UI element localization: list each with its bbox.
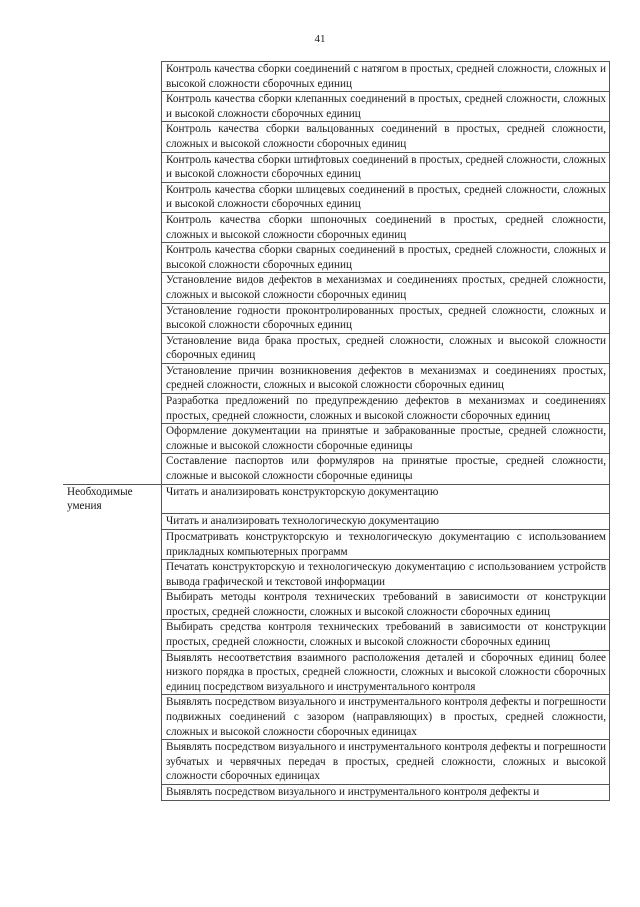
knowledge-item-text: Контроль качества сборки сварных соединений в простых, средней сложности, сложных и высокой сложности сборочных единиц — [162, 243, 610, 273]
knowledge-row — [63, 363, 610, 393]
knowledge-row — [63, 152, 610, 182]
knowledge-row — [63, 454, 610, 484]
row-label-cell — [63, 212, 162, 242]
row-label-cell — [63, 273, 162, 303]
row-label-cell — [63, 333, 162, 363]
skill-item-text: Выявлять несоответствия взаимного расположения деталей и сборочных единиц более низкого порядка в простых, средней сложности, сложных и высокой сложности сборочных единиц посредством визуального и инструментального контроля — [162, 650, 610, 695]
skill-item-text: Выявлять посредством визуального и инструментального контроля дефекты и погрешности подвижных соединений с зазором (направляющих) в простых, средней сложности, сложных и высокой сложности сборочных единицах — [162, 695, 610, 740]
skill-item-text: Выбирать средства контроля технических требований в зависимости от конструкции простых, средней сложности, сложных и высокой сложности сборочных единиц — [162, 620, 610, 650]
knowledge-item-text: Оформление документации на принятые и забракованные простые, средней сложности, сложные и высокой сложности сборочные единицы — [162, 424, 610, 454]
knowledge-item-text: Контроль качества сборки соединений с натягом в простых, средней сложности, сложных и высокой сложности сборочных единиц — [162, 62, 610, 92]
knowledge-row — [63, 303, 610, 333]
knowledge-item-text: Установление вида брака простых, средней сложности, сложных и высокой сложности сборочных единиц — [162, 333, 610, 363]
row-label-cell — [63, 182, 162, 212]
skill-row — [63, 529, 610, 559]
knowledge-item-text: Контроль качества сборки шлицевых соединений в простых, средней сложности, сложных и высокой сложности сборочных единиц — [162, 182, 610, 212]
table-body — [63, 62, 610, 801]
knowledge-row — [63, 333, 610, 363]
knowledge-row — [63, 212, 610, 242]
knowledge-item-text: Контроль качества сборки клепанных соединений в простых, средней сложности, сложных и высокой сложности сборочных единиц — [162, 92, 610, 122]
skill-row — [63, 590, 610, 620]
row-label-cell — [63, 695, 162, 740]
skill-item-text: Печатать конструкторскую и технологическую документацию с использованием устройств вывода графической и текстовой информации — [162, 560, 610, 590]
skill-item-text: Читать и анализировать конструкторскую документацию — [162, 484, 610, 514]
knowledge-row — [63, 243, 610, 273]
row-label-cell — [63, 363, 162, 393]
row-label-cell — [63, 529, 162, 559]
knowledge-item-text: Установление причин возникновения дефектов в механизмах и соединениях простых, средней сложности, сложных и высокой сложности сборочных единиц — [162, 363, 610, 393]
knowledge-row — [63, 182, 610, 212]
row-label-cell — [63, 620, 162, 650]
knowledge-item-text: Контроль качества сборки вальцованных соединений в простых, средней сложности, сложных и высокой сложности сборочных единиц — [162, 122, 610, 152]
knowledge-item-text: Установление годности проконтролированных простых, средней сложности, сложных и высокой сложности сборочных единиц — [162, 303, 610, 333]
row-label-cell — [63, 394, 162, 424]
skill-row — [63, 514, 610, 530]
skill-row — [63, 620, 610, 650]
knowledge-row — [63, 273, 610, 303]
competency-table — [63, 61, 610, 801]
skill-row — [63, 695, 610, 740]
knowledge-item-text: Контроль качества сборки штифтовых соединений в простых, средней сложности, сложных и высокой сложности сборочных единиц — [162, 152, 610, 182]
row-label-cell — [63, 424, 162, 454]
skill-row — [63, 785, 610, 801]
skill-row — [63, 740, 610, 785]
page-number: 41 — [314, 33, 326, 45]
row-label-cell — [63, 243, 162, 273]
skills-section-label: Необходимые умения — [63, 484, 162, 514]
row-label-cell — [63, 740, 162, 785]
knowledge-row — [63, 424, 610, 454]
skill-item-text: Читать и анализировать технологическую документацию — [162, 514, 610, 530]
row-label-cell — [63, 152, 162, 182]
row-label-cell — [63, 560, 162, 590]
knowledge-row — [63, 394, 610, 424]
skill-item-text: Просматривать конструкторскую и технологическую документацию с использованием прикладных компьютерных программ — [162, 529, 610, 559]
row-label-cell — [63, 514, 162, 530]
knowledge-row — [63, 122, 610, 152]
row-label-cell — [63, 590, 162, 620]
row-label-cell — [63, 785, 162, 801]
row-label-cell — [63, 303, 162, 333]
skill-item-text: Выявлять посредством визуального и инструментального контроля дефекты и погрешности зубчатых и червячных передач в простых, средней сложности, сложных и высокой сложности сборочных единицах — [162, 740, 610, 785]
row-label-cell — [63, 650, 162, 695]
knowledge-row — [63, 62, 610, 92]
knowledge-item-text: Установление видов дефектов в механизмах и соединениях простых, средней сложности, сложных и высокой сложности сборочных единиц — [162, 273, 610, 303]
knowledge-item-text: Контроль качества сборки шпоночных соединений в простых, средней сложности, сложных и высокой сложности сборочных единиц — [162, 212, 610, 242]
knowledge-row — [63, 92, 610, 122]
row-label-cell — [63, 122, 162, 152]
skill-row — [63, 484, 610, 514]
skill-row — [63, 560, 610, 590]
row-label-cell — [63, 92, 162, 122]
skill-item-text: Выбирать методы контроля технических требований в зависимости от конструкции простых, средней сложности, сложных и высокой сложности сборочных единиц — [162, 590, 610, 620]
knowledge-item-text: Составление паспортов или формуляров на принятые простые, средней сложности, сложные и высокой сложности сборочные единицы — [162, 454, 610, 484]
row-label-cell — [63, 454, 162, 484]
skill-item-text: Выявлять посредством визуального и инструментального контроля дефекты и — [162, 785, 610, 801]
knowledge-item-text: Разработка предложений по предупреждению дефектов в механизмах и соединениях простых, средней сложности, сложных и высокой сложности сборочных единиц — [162, 394, 610, 424]
row-label-cell — [63, 62, 162, 92]
skill-row — [63, 650, 610, 695]
